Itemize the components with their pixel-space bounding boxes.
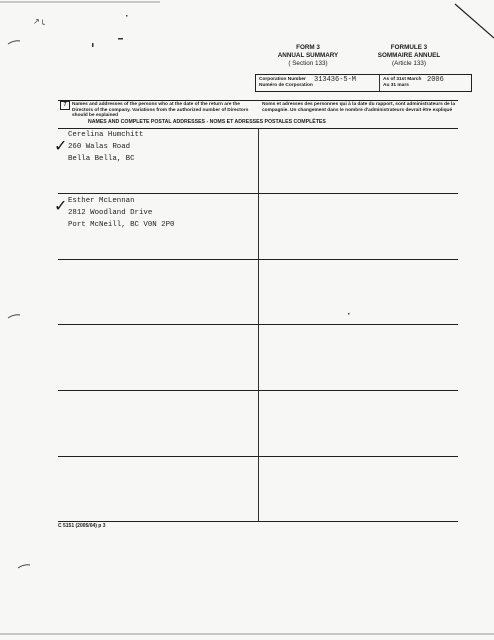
column-heading: NAMES AND COMPLETE POSTAL ADDRESSES - NOMS ET ADRESSES POSTALES COMPLÈTES — [88, 119, 326, 125]
director-entry-2 — [68, 195, 174, 231]
director-2-address-line1: 2812 Woodland Drive — [68, 209, 153, 217]
check-mark-icon: ✓ — [54, 136, 68, 155]
form-code-footer: C 5151 (2005/04) p 3 — [58, 523, 106, 529]
row-divider-4 — [58, 390, 458, 391]
corporation-number-label-en: Corporation Number — [259, 77, 306, 82]
form-heading-fr: SOMMAIRE ANNUEL — [377, 52, 441, 59]
corporation-number-value: 313436-5-M — [314, 76, 357, 84]
director-1-address-line2: Bella Bella, BC — [68, 155, 135, 163]
row-divider-2 — [58, 259, 458, 260]
row-divider-5 — [58, 456, 458, 457]
row-divider-3 — [58, 324, 458, 325]
form-section-en: ( Section 133) — [288, 60, 328, 67]
form-number-fr: FORMULE 3 — [390, 44, 428, 51]
director-entry-1 — [68, 129, 143, 165]
svg-text:╰: ╰ — [40, 20, 45, 29]
row-divider-1 — [58, 193, 458, 194]
corporation-number-label — [259, 77, 314, 88]
info-box-divider — [379, 75, 380, 91]
corporation-info-box — [255, 74, 472, 92]
item-number: 7 — [63, 102, 67, 108]
return-year: 2006 — [427, 76, 444, 84]
director-2-address-line2: Port McNeill, BC V0N 2P0 — [68, 221, 175, 229]
as-of-date-label-fr: Au 31 mars — [383, 82, 409, 88]
section-instructions-fr: Noms et adresses des personnes qui à la date du rapport, sont administrateurs de la compagnie. Un changement dans le nombre d'administrateurs devrait être expliqué — [262, 102, 455, 113]
as-of-date-label-en: As of 31st March — [383, 77, 422, 82]
director-2-name: Esther McLennan — [68, 197, 135, 205]
director-1-name: Cerelina Humchitt — [68, 131, 144, 139]
item-number-box — [60, 101, 70, 110]
svg-text:↗: ↗ — [33, 17, 40, 26]
section-top-rule — [58, 100, 458, 101]
form-number-en: FORM 3 — [296, 44, 320, 51]
section-instructions-en: Names and addresses of the persons who at the date of the return are the Directors of the company. Variations from the authorized number of Directors should be explained — [72, 102, 249, 119]
as-of-date-label — [383, 77, 431, 88]
director-1-address-line1: 260 Walas Road — [68, 143, 131, 151]
check-mark-icon: ✓ — [54, 196, 68, 215]
form-section-fr: (Article 133) — [392, 60, 426, 67]
row-divider-6 — [58, 521, 458, 522]
form-title-fr — [364, 44, 454, 68]
form-title-en — [268, 44, 348, 68]
corporation-number-label-fr: Numéro de Corporation — [259, 82, 313, 88]
form-heading-en: ANNUAL SUMMARY — [277, 52, 339, 59]
